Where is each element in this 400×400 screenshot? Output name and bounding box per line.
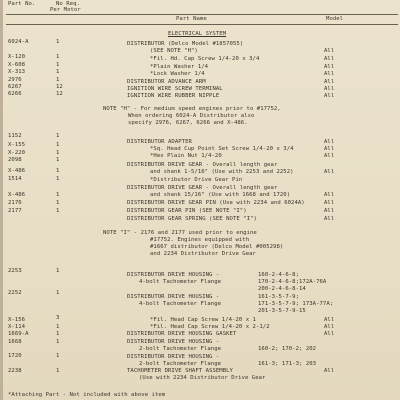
- model: All: [324, 324, 335, 330]
- part-number: 1668: [8, 339, 22, 345]
- quantity: 1: [56, 200, 60, 206]
- part-name: DISTRIBUTOR DRIVE HOUSING -: [127, 354, 220, 360]
- part-number: X-156: [8, 317, 26, 323]
- model: 201-3-5-7-9-15: [258, 308, 306, 314]
- part-name: *Plain Washer 1/4: [150, 64, 209, 70]
- model: All: [324, 93, 335, 99]
- part-number: X-114: [8, 324, 26, 330]
- quantity: 1: [56, 77, 60, 83]
- part-name: DISTRIBUTOR DRIVE GEAR - Overall length gear: [127, 185, 278, 191]
- quantity: 1: [56, 150, 60, 156]
- part-number: X-608: [8, 62, 26, 68]
- part-number: X-486: [8, 192, 26, 198]
- header-rule-top: [6, 14, 398, 15]
- part-name: IGNITION WIRE RUBBER NIPPLE: [127, 93, 220, 99]
- part-name: 4-bolt Tachometer Flange: [139, 279, 222, 285]
- part-name: DISTRIBUTOR GEAR SPRING (SEE NOTE "I"): [127, 216, 257, 222]
- quantity: 1: [56, 39, 60, 45]
- part-number: 2098: [8, 157, 22, 163]
- part-name: *Hex Plain Nut 1/4-20: [150, 153, 222, 159]
- model: All: [324, 169, 335, 175]
- part-name: DISTRIBUTOR GEAR PIN (SEE NOTE "I"): [127, 208, 247, 214]
- part-name: DISTRIBUTOR DRIVE GEAR PIN (Use with 2234 and 6024A): [127, 200, 305, 206]
- note-i-line: and 2234 Distributor Drive Gear: [150, 251, 256, 257]
- model: All: [324, 200, 335, 206]
- part-name: DISTRIBUTOR DRIVE HOUSING -: [127, 294, 220, 300]
- part-number: X-486: [8, 168, 26, 174]
- part-number: 6266: [8, 91, 22, 97]
- quantity: 3: [56, 315, 60, 321]
- part-number: 2253: [8, 268, 22, 274]
- quantity: 12: [56, 84, 63, 90]
- model: 160-2; 170-2; 202: [258, 346, 317, 352]
- quantity: 1: [56, 54, 60, 60]
- part-name: and shank 1-5/16" (Use with 2253 and 2252): [150, 169, 294, 175]
- quantity: 1: [56, 168, 60, 174]
- note-i-line: #1667 distributor (Delco Model #005298): [150, 244, 284, 250]
- model: All: [324, 192, 335, 198]
- model: All: [324, 64, 335, 70]
- quantity: 1: [56, 157, 60, 163]
- header-part-no: Part No.: [8, 1, 36, 7]
- part-name: DISTRIBUTOR DRIVE HOUSING -: [127, 339, 220, 345]
- part-name: *Lock Washer 1/4: [150, 71, 205, 77]
- part-name: *Distributor Drive Gear Pin: [150, 177, 243, 183]
- part-number: 2238: [8, 368, 22, 374]
- part-name: IGNITION WIRE SCREW TERMINAL: [127, 86, 223, 92]
- model: All: [324, 48, 335, 54]
- model: 161-3-5-7-9;: [258, 294, 300, 300]
- model: 171-3-5-7-9; 173A-77A;: [258, 301, 334, 307]
- model: All: [324, 86, 335, 92]
- quantity: 1: [56, 353, 60, 359]
- part-number: 2176: [8, 200, 22, 206]
- note-h-line: NOTE "H" - For medium speed engines prior to #17752,: [103, 106, 281, 112]
- part-name: (Use with 2234 Distributor Drive Gear: [139, 375, 266, 381]
- header-model: Model: [326, 16, 344, 22]
- part-number: 1720: [8, 353, 22, 359]
- quantity: 1: [56, 268, 60, 274]
- part-name: (SEE NOTE "H"): [150, 48, 198, 54]
- part-name: *Fil. Head Cap Screw 1/4-20 x 1: [150, 317, 256, 323]
- model: 170-2-4-6-8;172A-76A: [258, 279, 327, 285]
- part-name: DISTRIBUTOR DRIVE HOUSING -: [127, 272, 220, 278]
- part-name: *Fil. Head Cap Screw 1/4-20 x 2-1/2: [150, 324, 270, 330]
- footer-note: *Attaching Part - Not included with above item: [8, 392, 166, 398]
- model: All: [324, 79, 335, 85]
- quantity: 1: [56, 324, 60, 330]
- header-per-motor: Per Motor: [50, 7, 81, 13]
- quantity: 1: [56, 133, 60, 139]
- note-h-line: When ordering 6024-A Distributor also: [128, 113, 255, 119]
- section-title: ELECTRICAL SYSTEM: [168, 31, 227, 37]
- header-no-req: No Req.: [56, 1, 80, 7]
- model: All: [324, 331, 335, 337]
- note-i-line: NOTE "I" - 2176 and 2177 used prior to engine: [103, 230, 257, 236]
- part-number: X-313: [8, 69, 26, 75]
- header-rule-bottom: [6, 24, 398, 25]
- part-number: 2252: [8, 290, 22, 296]
- page-spine: [0, 0, 3, 400]
- model: All: [324, 208, 335, 214]
- model: All: [324, 153, 335, 159]
- model: 200-2-4-6-8-14: [258, 286, 306, 292]
- quantity: 1: [56, 62, 60, 68]
- part-name: DISTRIBUTOR ADAPTER: [127, 139, 192, 145]
- model: All: [324, 368, 335, 374]
- model: All: [324, 139, 335, 145]
- part-number: 6024-A: [8, 39, 29, 45]
- part-number: 1152: [8, 133, 22, 139]
- quantity: 1: [56, 208, 60, 214]
- quantity: 1: [56, 176, 60, 182]
- part-number: 1669-A: [8, 331, 29, 337]
- quantity: 1: [56, 142, 60, 148]
- part-name: 4-bolt Tachometer Flange: [139, 301, 222, 307]
- quantity: 1: [56, 290, 60, 296]
- model: All: [324, 216, 335, 222]
- model: All: [324, 317, 335, 323]
- part-number: 2976: [8, 77, 22, 83]
- part-name: DISTRIBUTOR DRIVE HOUSING GASKET: [127, 331, 237, 337]
- model: 161-3; 171-3; 203: [258, 361, 317, 367]
- part-name: 2-bolt Tachometer Flange: [139, 346, 222, 352]
- model: All: [324, 71, 335, 77]
- quantity: 12: [56, 91, 63, 97]
- part-name: DISTRIBUTOR (Delco Model #1857055): [127, 41, 244, 47]
- part-name: and shank 15/16" (Use with 1668 and 1720): [150, 192, 291, 198]
- part-name: DISTRIBUTOR ADVANCE ARM: [127, 79, 206, 85]
- part-name: *Fil. Hd. Cap Screw 1/4-20 x 3/4: [150, 56, 260, 62]
- part-number: X-155: [8, 142, 26, 148]
- quantity: 1: [56, 331, 60, 337]
- part-name: TACHOMETER DRIVE SHAFT ASSEMBLY: [127, 368, 233, 374]
- part-number: X-120: [8, 54, 26, 60]
- part-number: X-220: [8, 150, 26, 156]
- quantity: 1: [56, 339, 60, 345]
- part-number: 1514: [8, 176, 22, 182]
- part-number: 6267: [8, 84, 22, 90]
- model: 160-2-4-6-8;: [258, 272, 300, 278]
- note-h-line: specify 2976, 6267, 6266 and X-486.: [128, 120, 248, 126]
- model: All: [324, 56, 335, 62]
- header-part-name: Part Name: [176, 16, 207, 22]
- quantity: 1: [56, 192, 60, 198]
- part-number: 2177: [8, 208, 22, 214]
- part-name: 2-bolt Tachometer Flange: [139, 361, 222, 367]
- note-i-line: #17752. Engines equipped with: [150, 237, 250, 243]
- part-name: *Sq. Head Cup Point Set Screw 1/4-20 x 3/4: [150, 146, 294, 152]
- model: All: [324, 146, 335, 152]
- quantity: 1: [56, 69, 60, 75]
- part-name: DISTRIBUTOR DRIVE GEAR - Overall length gear: [127, 162, 278, 168]
- quantity: 1: [56, 368, 60, 374]
